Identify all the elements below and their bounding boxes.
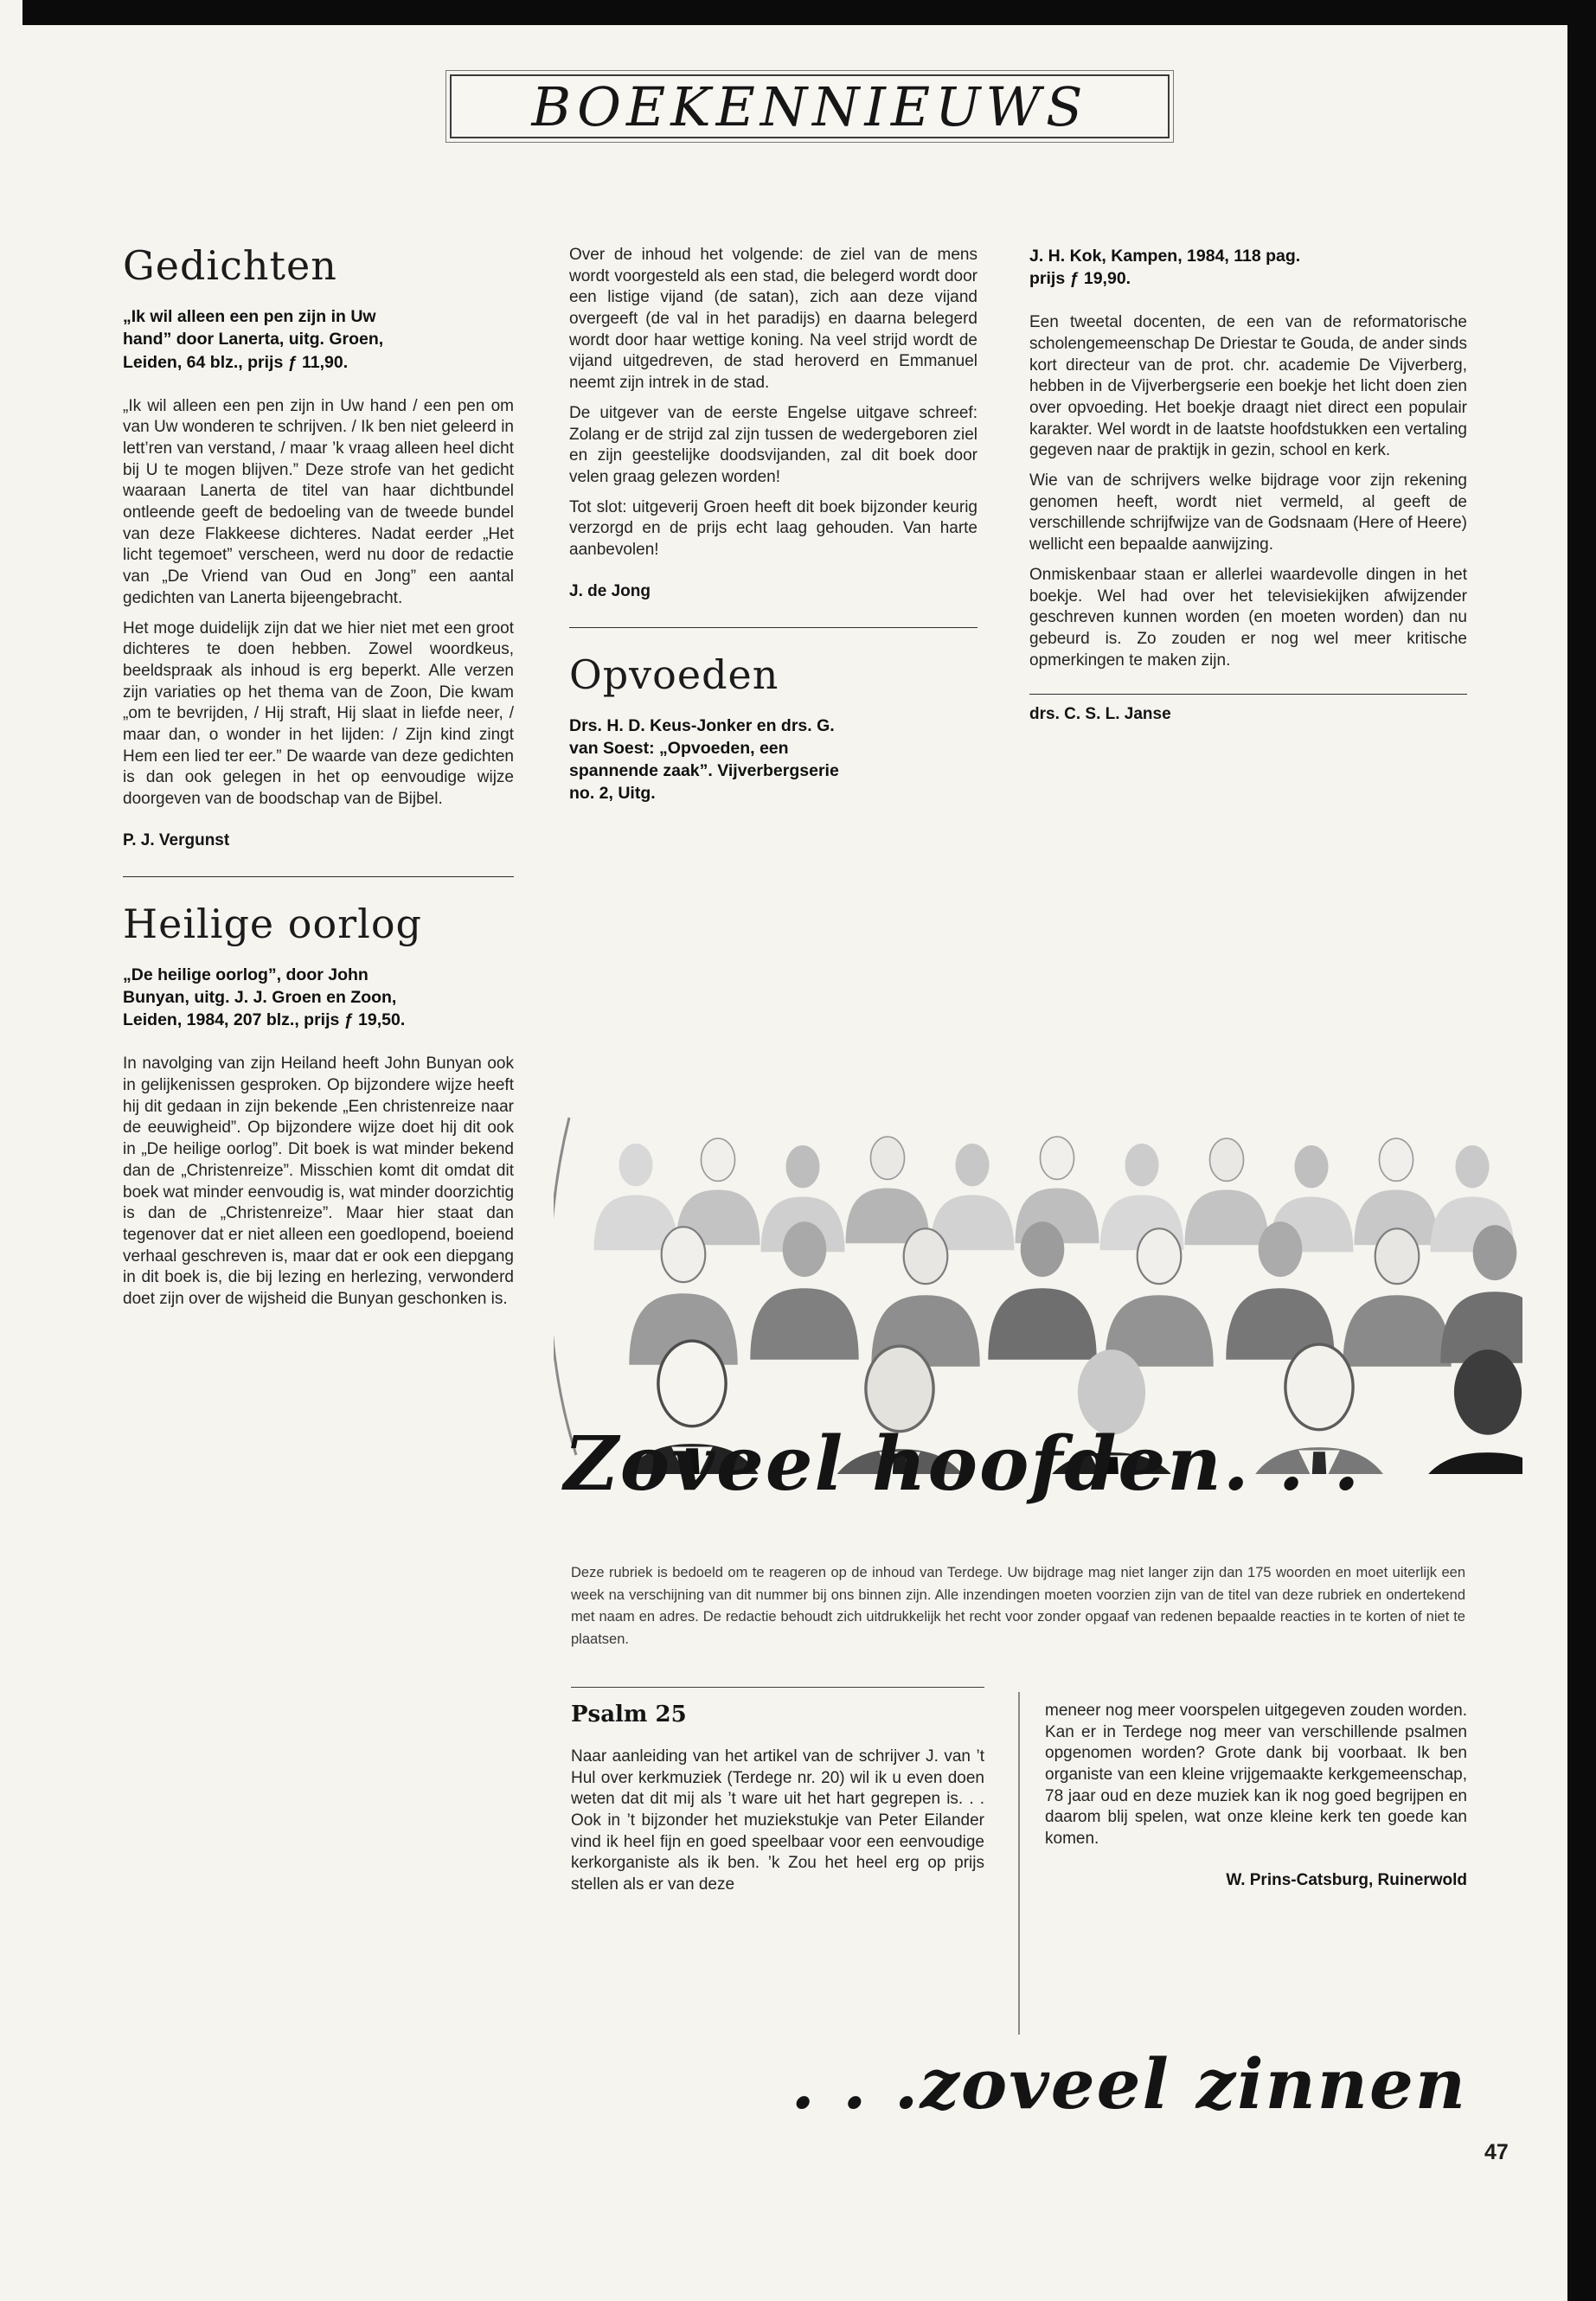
- letter-column-right: [1045, 1701, 1467, 1890]
- column-divider-rule: [569, 627, 977, 628]
- crowd-illustration: [554, 1092, 1522, 1474]
- opvoeden-signature: drs. C. S. L. Janse: [1029, 694, 1467, 724]
- letter-column-left: [571, 1687, 984, 1905]
- letter-signature: W. Prins-Catsburg, Ruinerwold: [1226, 1870, 1467, 1889]
- banner-title: BOEKENNIEUWS: [531, 74, 1088, 138]
- scan-edge-right: [1567, 0, 1596, 2301]
- letter-body-right: meneer nog meer voorspelen uitgegeven zouden worden. Kan er in Terdege nog meer van verschillende psalmen opgenomen worden? Grote dank bij voorbaat. Ik ben organiste van een kleine vrijgemaakte kerkgemeenschap, 78 jaar oud en deze muziek kan ik nog goed begrijpen en daarom blij spelen, wat onze kleine kerk ten goede kan komen.: [1045, 1702, 1467, 1849]
- column-right: [1029, 245, 1467, 724]
- scan-edge-top: [22, 0, 1596, 25]
- letter-body-left: Naar aanleiding van het artikel van de schrijver J. van ’t Hul over kerkmuziek (Terdege nr. 20) wil ik u even doen weten dat dit mij als ’t ware uit het hart gegrepen is. . . Ook in ’t bijzonder het muziekstukje van Peter Eilander vind ik heel fijn en goed speelbaar voor een eenvoudige kerkorganiste als ik ben. ’k Zou het heel erg op prijs stellen als er van deze: [571, 1747, 984, 1894]
- article-title-heilige-oorlog: Heilige oorlog: [123, 900, 422, 947]
- column-middle: [569, 245, 977, 827]
- opvoeden-body-1: Een tweetal docenten, de een van de reformatorische scholengemeenschap De Driestar te Gouda, de ander sinds kort directeur van de prot. chr. academie De Vijverberg, hebben in de Vijverbergserie een boekje het licht doen zien over opvoeding. Het boekje draagt niet direct een populair karakter. Wel wordt in de laatste hoofdstukken een vertaling gegeven naar de praktijk in gezin, school en kerk.: [1029, 313, 1467, 460]
- opvoeden-body-3: Onmiskenbaar staan er allerlei waardevolle dingen in het boekje. Wel had over het televisiekijken afwijzender geschreven kunnen worden (en moeten worden) dan nu gebeurd is. Zo zouden er nog wel meer kritische opmerkingen te maken zijn.: [1029, 565, 1467, 670]
- gedichten-book-details: „Ik wil alleen een pen zijn in Uw hand” door Lanerta, uitg. Groen, Leiden, 64 blz., prijs ƒ 11,90.: [123, 307, 384, 372]
- heilige-oorlog-signature: J. de Jong: [569, 581, 651, 600]
- gedichten-body-2: Het moge duidelijk zijn dat we hier niet met een groot dichteres te doen hebben. Zowel woordkeus, beeldspraak als inhoud is erg beperkt. Alle verzen zijn variaties op het thema van de Zoon, Die kwam „om te bevrijden, / Hij straft, Hij slaat in liefde neer, / maar dan, o wonder in het lijden: / Zijn kind zingt Hem een lied ter eer.” De waarde van deze gedichten is dan ook gelegen in het op eenvoudige wijze doorgeven van de boodschap van de Bijbel.: [123, 619, 514, 809]
- article-title-opvoeden: Opvoeden: [569, 651, 779, 698]
- heilige-oorlog-body: In navolging van zijn Heiland heeft John Bunyan ook in gelijkenissen gesproken. Op bijzondere wijze heeft hij dit gedaan in zijn bekende „Een christenreize naar de eeuwigheid”. Op bijzondere wijze doet hij dit ook in „De heilige oorlog”. Dit boek is wat minder bekend dan de „Christenreize”. Misschien komt dit omdat dit boek wat minder eenvoudig is, wat minder doorzichtig is dan de „Christenreize”. Maar hier staat dan tegenover dat er niet alleen een goedlopend, boeiend verhaal geschreven is, maar dat er ook een diepgang in dit boek is, die bij lezing en herlezing, verwonderd doet zijn over de wijsheid die Bunyan geschonken is.: [123, 1054, 515, 1308]
- opvoeden-book-details-part2: J. H. Kok, Kampen, 1984, 118 pag. prijs ƒ 19,90.: [1029, 247, 1301, 289]
- article-title-gedichten: Gedichten: [123, 242, 337, 289]
- crowd-illustration-svg: [554, 1092, 1522, 1474]
- heilige-oorlog-book-details: „De heilige oorlog”, door John Bunyan, uitg. J. J. Groen en Zoon, Leiden, 1984, 207 blz., prijs ƒ 19,50.: [123, 965, 406, 1030]
- letters-vertical-divider: [1018, 1692, 1020, 2035]
- headline-zoveel-zinnen: . . .zoveel zinnen: [791, 2043, 1467, 2125]
- section-banner: [450, 74, 1170, 138]
- page-number: 47: [1484, 2140, 1509, 2164]
- rubric-note: Deze rubriek is bedoeld om te reageren op de inhoud van Terdege. Uw bijdrage mag niet langer zijn dan 175 woorden en moet uiterlijk een week na verschijning van dit nummer bij ons binnen zijn. Alle inzendingen moeten voorzien zijn van de titel van deze rubriek en ondertekend met naam en adres. De redactie behoudt zich uitdrukkelijk het recht voor zonder opgaaf van redenen bepaalde reacties in te korten of niet te plaatsen.: [571, 1565, 1465, 1647]
- gedichten-body-1: „Ik wil alleen een pen zijn in Uw hand / een pen om van Uw wonderen te schrijven. / Ik ben niet geleerd in lett’ren van verstand, / maar ’k vraag alleen heel dicht bij U te mogen blijven.” Deze strofe van het gedicht waaraan Lanerta de titel van haar dichtbundel ontleende geeft de bedoeling van de tweede bundel van deze Flakkeese dichteres. Nadat eerder „Het licht tegemoet” verscheen, werd nu door de redactie van „De Vriend van Oud en Jong” een aantal gedichten van Lanerta bijeengebracht.: [123, 396, 514, 607]
- opvoeden-book-details-part1: Drs. H. D. Keus-Jonker en drs. G. van Soest: „Opvoeden, een spannende zaak”. Vijverbergserie no. 2, Uitg.: [569, 715, 839, 804]
- gedichten-signature: P. J. Vergunst: [123, 830, 230, 849]
- heilige-oorlog-continuation-1: Over de inhoud het volgende: de ziel van de mens wordt voorgesteld als een stad, die belegerd wordt door een listige vijand (de satan), zich aan deze vijand overgeeft (de val in het paradijs) en daarna belegerd wordt door haar wettige koning. Na veel strijd wordt de vijand uitgedreven, de stad heroverd en Emmanuel neemt zijn intrek in de stad.: [569, 246, 977, 393]
- heilige-oorlog-continuation-3: Tot slot: uitgeverij Groen heeft dit boek bijzonder keurig verzorgd en de prijs echt laag gehouden. Van harte aanbevolen!: [569, 497, 977, 559]
- letter-title: Psalm 25: [571, 1702, 687, 1727]
- column-divider-rule: [123, 876, 514, 877]
- column-left: [123, 242, 515, 1319]
- opvoeden-body-2: Wie van de schrijvers welke bijdrage voor zijn rekening genomen heeft, wordt niet vermeld, al geeft de verschillende schrijfwijze van de Godsnaam (Here of Heere) wellicht een bepaalde aanwijzing.: [1029, 471, 1467, 554]
- letters-section: [571, 1687, 1467, 2041]
- heilige-oorlog-continuation-2: De uitgever van de eerste Engelse uitgave schreef: Zolang er de strijd zal zijn tussen de wedergeboren ziel en zijn geestelijke doodsvijanden, zal dit boek door velen graag gelezen worden!: [569, 403, 977, 486]
- headline-zoveel-hoofden: Zoveel hoofden. . .: [564, 1420, 1362, 1508]
